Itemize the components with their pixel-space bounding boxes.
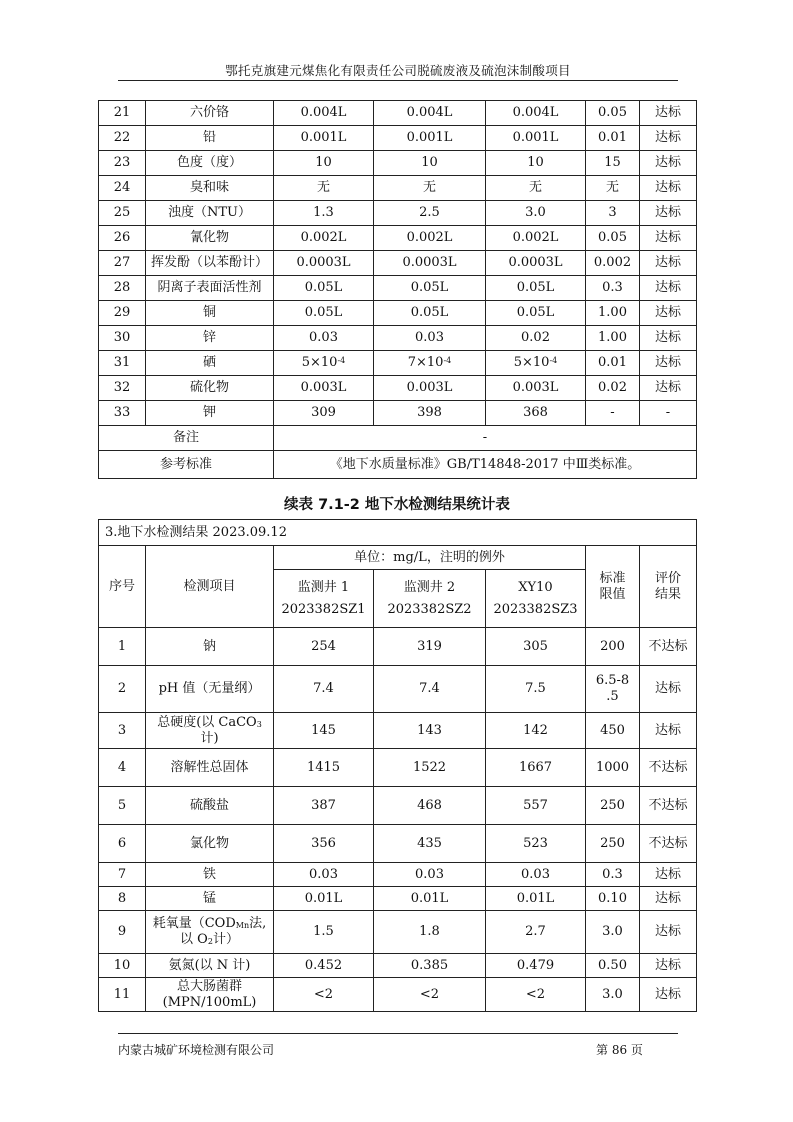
cell-value-well3: 0.05L <box>486 276 586 301</box>
item-text: 计) <box>200 730 219 746</box>
value-exponent: -4 <box>549 356 558 365</box>
table-caption: 续表 7.1-2 地下水检测结果统计表 <box>284 497 510 513</box>
table-row <box>99 376 697 401</box>
col-header-no: 序号 <box>99 546 146 628</box>
cell-value-well1 <box>274 351 374 376</box>
cell-result: 达标 <box>640 201 697 226</box>
cell-value-well3: 0.004L <box>486 101 586 126</box>
cell-item: 铜 <box>146 301 274 326</box>
cell-value-well3: 2.7 <box>486 911 586 954</box>
item-line1 <box>146 916 273 932</box>
table-row <box>99 887 697 911</box>
cell-limit: 0.05 <box>586 101 640 126</box>
item-text: 总大肠菌群 <box>176 978 242 994</box>
table-row <box>99 301 697 326</box>
col-header-limit <box>586 546 640 628</box>
footer-divider <box>118 1033 678 1034</box>
item-line2 <box>146 932 273 948</box>
limit-line2: .5 <box>606 689 619 704</box>
cell-no: 27 <box>99 251 146 276</box>
item-line1 <box>146 715 273 731</box>
section-title: 3.地下水检测结果 2023.09.12 <box>99 520 697 546</box>
footer-company: 内蒙古城矿环境检测有限公司 <box>118 1043 275 1057</box>
cell-item: 硫酸盐 <box>146 787 274 825</box>
cell-item: 硫化物 <box>146 376 274 401</box>
col-header-result <box>640 546 697 628</box>
col-header-limit-line2: 限值 <box>599 586 626 602</box>
well-code: 2023382SZ2 <box>387 601 472 617</box>
cell-no: 31 <box>99 351 146 376</box>
well-name: 监测井 1 <box>297 579 350 595</box>
cell-value-well1: 1.5 <box>274 911 374 954</box>
cell-no: 26 <box>99 226 146 251</box>
cell-no: 28 <box>99 276 146 301</box>
cell-limit: 0.02 <box>586 376 640 401</box>
item-text: 计） <box>212 932 239 947</box>
cell-no: 33 <box>99 401 146 426</box>
col-header-result-line1: 评价 <box>655 570 682 586</box>
cell-value-well1: 0.05L <box>274 301 374 326</box>
cell-limit: 无 <box>586 176 640 201</box>
page-header-title: 鄂托克旗建元煤焦化有限责任公司脱硫废液及硫泡沫制酸项目 <box>225 63 571 78</box>
cell-no: 11 <box>99 978 146 1012</box>
cell-no: 29 <box>99 301 146 326</box>
cell-result: 不达标 <box>640 749 697 787</box>
cell-limit: 450 <box>586 713 640 749</box>
cell-value-well2: 无 <box>374 176 486 201</box>
groundwater-results-table-continued <box>98 100 697 479</box>
cell-limit: 3.0 <box>586 911 640 954</box>
cell-no: 25 <box>99 201 146 226</box>
table2-body <box>99 520 697 1012</box>
table1-body <box>99 101 697 479</box>
cell-value-well2: 0.003L <box>374 376 486 401</box>
cell-result: 达标 <box>640 176 697 201</box>
cell-item: 氯化物 <box>146 825 274 863</box>
cell-limit: 250 <box>586 787 640 825</box>
cell-result: 不达标 <box>640 825 697 863</box>
cell-value-well1: 0.05L <box>274 276 374 301</box>
cell-value-well3: 1667 <box>486 749 586 787</box>
cell-item: 铁 <box>146 863 274 887</box>
cell-value-well3: 0.02 <box>486 326 586 351</box>
cell-item <box>146 911 274 954</box>
cell-value-well3: 523 <box>486 825 586 863</box>
table-row <box>99 201 697 226</box>
cell-no: 32 <box>99 376 146 401</box>
cell-result: 达标 <box>640 666 697 713</box>
cell-no: 5 <box>99 787 146 825</box>
item-line1 <box>146 979 273 995</box>
cell-value-well2: 0.01L <box>374 887 486 911</box>
cell-limit: 0.05 <box>586 226 640 251</box>
cell-result: 达标 <box>640 863 697 887</box>
cell-limit: 0.3 <box>586 276 640 301</box>
cell-limit: 0.01 <box>586 351 640 376</box>
table-row <box>99 151 697 176</box>
cell-no: 10 <box>99 954 146 978</box>
item-text: 以 O <box>180 932 208 947</box>
cell-value-well3: 0.03 <box>486 863 586 887</box>
cell-no: 3 <box>99 713 146 749</box>
cell-value-well2: <2 <box>374 978 486 1012</box>
cell-item: 硒 <box>146 351 274 376</box>
cell-no: 6 <box>99 825 146 863</box>
limit-line1: 6.5-8 <box>595 673 630 688</box>
cell-item: pH 值（无量纲） <box>146 666 274 713</box>
table-row <box>99 401 697 426</box>
cell-value-well3: 305 <box>486 628 586 666</box>
cell-item: 阴离子表面活性剂 <box>146 276 274 301</box>
cell-limit: 250 <box>586 825 640 863</box>
table-row <box>99 628 697 666</box>
cell-value-well3: 0.479 <box>486 954 586 978</box>
cell-value-well3: 7.5 <box>486 666 586 713</box>
cell-value-well1: 10 <box>274 151 374 176</box>
cell-value-well1: 309 <box>274 401 374 426</box>
cell-value-well1: 0.01L <box>274 887 374 911</box>
col-header-limit-line1: 标准 <box>599 570 626 586</box>
well-header <box>374 570 486 628</box>
cell-item: 臭和味 <box>146 176 274 201</box>
value-exponent: -4 <box>443 356 452 365</box>
cell-value-well2: 0.05L <box>374 301 486 326</box>
cell-value-well2: 1522 <box>374 749 486 787</box>
cell-value-well3: 0.002L <box>486 226 586 251</box>
cell-limit: 15 <box>586 151 640 176</box>
cell-result: 达标 <box>640 351 697 376</box>
note-value: - <box>274 426 697 451</box>
cell-item: 锌 <box>146 326 274 351</box>
cell-result: 达标 <box>640 713 697 749</box>
cell-value-well2: 398 <box>374 401 486 426</box>
cell-value-well3 <box>486 351 586 376</box>
cell-value-well2: 0.002L <box>374 226 486 251</box>
table-row <box>99 226 697 251</box>
cell-value-well1: 0.004L <box>274 101 374 126</box>
cell-result: 达标 <box>640 376 697 401</box>
cell-limit <box>586 666 640 713</box>
cell-value-well2: 0.03 <box>374 326 486 351</box>
cell-item <box>146 713 274 749</box>
reference-label: 参考标准 <box>99 451 274 479</box>
cell-result: 达标 <box>640 978 697 1012</box>
cell-value-well1: 无 <box>274 176 374 201</box>
cell-value-well3: 142 <box>486 713 586 749</box>
cell-limit: 1.00 <box>586 301 640 326</box>
cell-value-well3: <2 <box>486 978 586 1012</box>
cell-result: 达标 <box>640 251 697 276</box>
cell-item: 钾 <box>146 401 274 426</box>
cell-result: 达标 <box>640 226 697 251</box>
reference-value: 《地下水质量标准》GB/T14848-2017 中Ⅲ类标准。 <box>274 451 697 479</box>
cell-item: 氨氮(以 N 计) <box>146 954 274 978</box>
cell-limit: 3 <box>586 201 640 226</box>
cell-value-well3: 0.001L <box>486 126 586 151</box>
item-subscript: Mn <box>235 921 250 930</box>
value-mantissa: 7×10 <box>407 355 444 370</box>
cell-item: 氰化物 <box>146 226 274 251</box>
table-row <box>99 978 697 1012</box>
well-name: XY10 <box>518 579 553 595</box>
table-row <box>99 713 697 749</box>
cell-item: 溶解性总固体 <box>146 749 274 787</box>
cell-value-well1: 0.452 <box>274 954 374 978</box>
table-row <box>99 426 697 451</box>
cell-value-well3: 10 <box>486 151 586 176</box>
cell-result: 达标 <box>640 887 697 911</box>
cell-item: 锰 <box>146 887 274 911</box>
cell-value-well1: 0.003L <box>274 376 374 401</box>
cell-no: 8 <box>99 887 146 911</box>
item-subscript: 2 <box>207 937 213 946</box>
cell-item <box>146 978 274 1012</box>
cell-value-well2: 2.5 <box>374 201 486 226</box>
cell-value-well1: 0.03 <box>274 326 374 351</box>
cell-value-well1: 356 <box>274 825 374 863</box>
cell-result: 达标 <box>640 151 697 176</box>
cell-value-well1: 0.002L <box>274 226 374 251</box>
cell-value-well1: 1.3 <box>274 201 374 226</box>
cell-item: 色度（度） <box>146 151 274 176</box>
cell-result: 达标 <box>640 126 697 151</box>
well-code: 2023382SZ1 <box>281 601 366 617</box>
item-line2 <box>146 731 273 747</box>
table-row <box>99 863 697 887</box>
table-row <box>99 666 697 713</box>
table-row <box>99 351 697 376</box>
item-text: 法, <box>249 916 267 931</box>
cell-value-well3: 0.01L <box>486 887 586 911</box>
cell-no: 24 <box>99 176 146 201</box>
note-label: 备注 <box>99 426 274 451</box>
well-header <box>274 570 374 628</box>
table-row <box>99 911 697 954</box>
table-row <box>99 749 697 787</box>
cell-value-well2: 7.4 <box>374 666 486 713</box>
table-row <box>99 101 697 126</box>
footer-page-number: 第 86 页 <box>596 1043 643 1057</box>
table-row <box>99 787 697 825</box>
cell-value-well3: 368 <box>486 401 586 426</box>
cell-value-well2: 0.0003L <box>374 251 486 276</box>
item-text: (MPN/100mL) <box>162 994 257 1010</box>
cell-limit: - <box>586 401 640 426</box>
cell-item: 挥发酚（以苯酚计） <box>146 251 274 276</box>
item-line2 <box>146 995 273 1011</box>
cell-limit: 0.3 <box>586 863 640 887</box>
cell-value-well2: 0.05L <box>374 276 486 301</box>
cell-value-well2: 435 <box>374 825 486 863</box>
cell-result: 达标 <box>640 101 697 126</box>
cell-limit: 0.50 <box>586 954 640 978</box>
cell-no: 30 <box>99 326 146 351</box>
cell-result: 达标 <box>640 954 697 978</box>
cell-value-well1: 1415 <box>274 749 374 787</box>
well-header <box>486 570 586 628</box>
cell-value-well1: 254 <box>274 628 374 666</box>
cell-no: 9 <box>99 911 146 954</box>
cell-value-well2: 319 <box>374 628 486 666</box>
well-name: 监测井 2 <box>403 579 456 595</box>
value-mantissa: 5×10 <box>301 355 338 370</box>
cell-result: 达标 <box>640 301 697 326</box>
table-row <box>99 825 697 863</box>
cell-result: - <box>640 401 697 426</box>
col-header-item: 检测项目 <box>146 546 274 628</box>
cell-result: 不达标 <box>640 787 697 825</box>
cell-no: 2 <box>99 666 146 713</box>
table-row <box>99 954 697 978</box>
cell-no: 22 <box>99 126 146 151</box>
cell-value-well2: 0.004L <box>374 101 486 126</box>
table-row <box>99 176 697 201</box>
cell-value-well1: 145 <box>274 713 374 749</box>
cell-value-well3: 0.05L <box>486 301 586 326</box>
table-row <box>99 126 697 151</box>
cell-value-well2 <box>374 351 486 376</box>
cell-no: 4 <box>99 749 146 787</box>
cell-value-well1: <2 <box>274 978 374 1012</box>
cell-limit: 0.002 <box>586 251 640 276</box>
cell-limit: 0.01 <box>586 126 640 151</box>
cell-item: 浊度（NTU） <box>146 201 274 226</box>
cell-value-well2: 468 <box>374 787 486 825</box>
cell-value-well2: 0.385 <box>374 954 486 978</box>
cell-value-well3: 0.0003L <box>486 251 586 276</box>
cell-item: 六价铬 <box>146 101 274 126</box>
item-subscript: 3 <box>256 719 262 729</box>
item-text: 耗氧量（COD <box>152 916 236 931</box>
header-divider <box>118 80 678 81</box>
table-row <box>99 326 697 351</box>
cell-no: 21 <box>99 101 146 126</box>
table-row <box>99 276 697 301</box>
cell-value-well1: 7.4 <box>274 666 374 713</box>
cell-item: 铅 <box>146 126 274 151</box>
cell-value-well2: 1.8 <box>374 911 486 954</box>
cell-item: 钠 <box>146 628 274 666</box>
cell-result: 达标 <box>640 911 697 954</box>
cell-value-well3: 无 <box>486 176 586 201</box>
table-row <box>99 451 697 479</box>
well-code: 2023382SZ3 <box>493 601 578 617</box>
cell-limit: 3.0 <box>586 978 640 1012</box>
cell-value-well3: 0.003L <box>486 376 586 401</box>
cell-limit: 200 <box>586 628 640 666</box>
cell-value-well2: 0.001L <box>374 126 486 151</box>
cell-result: 达标 <box>640 326 697 351</box>
groundwater-results-table <box>98 519 697 1012</box>
cell-value-well3: 557 <box>486 787 586 825</box>
unit-header: 单位：mg/L，注明的例外 <box>274 546 586 570</box>
cell-value-well2: 143 <box>374 713 486 749</box>
item-text: 总硬度(以 CaCO <box>157 714 257 730</box>
cell-limit: 0.10 <box>586 887 640 911</box>
cell-value-well1: 0.03 <box>274 863 374 887</box>
table-row <box>99 251 697 276</box>
cell-no: 23 <box>99 151 146 176</box>
cell-value-well1: 0.0003L <box>274 251 374 276</box>
cell-value-well2: 0.03 <box>374 863 486 887</box>
cell-result: 不达标 <box>640 628 697 666</box>
cell-value-well3: 3.0 <box>486 201 586 226</box>
cell-no: 7 <box>99 863 146 887</box>
cell-value-well1: 0.001L <box>274 126 374 151</box>
cell-limit: 1.00 <box>586 326 640 351</box>
cell-limit: 1000 <box>586 749 640 787</box>
value-exponent: -4 <box>337 356 346 365</box>
cell-value-well2: 10 <box>374 151 486 176</box>
value-mantissa: 5×10 <box>513 355 550 370</box>
col-header-result-line2: 结果 <box>655 586 682 602</box>
cell-result: 达标 <box>640 276 697 301</box>
cell-value-well1: 387 <box>274 787 374 825</box>
cell-no: 1 <box>99 628 146 666</box>
